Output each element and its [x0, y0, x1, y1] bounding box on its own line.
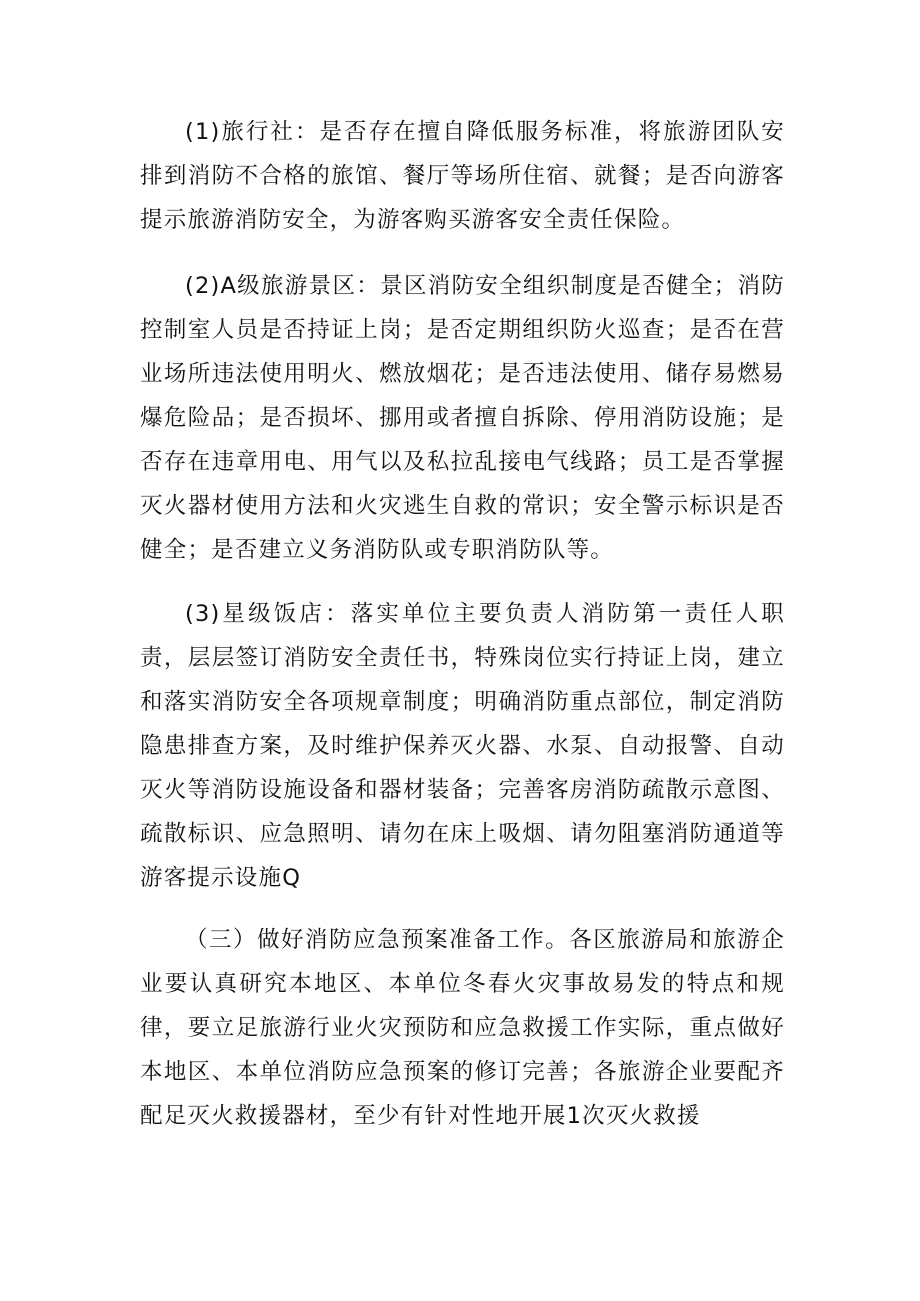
paragraph-star-rated-hotel: (3)星级饭店：落实单位主要负责人消防第一责任人职责，层层签订消防安全责任书，特殊岗位实行持证上岗，建立和落实消防安全各项规章制度；明确消防重点部位，制定消防隐患排查方案，及时维护保养灭火器、水泵、自动报警、自动灭火等消防设施设备和器材装备；完善客房消防疏散示意图、疏散标识、应急照明、请勿在床上吸烟、请勿阻塞消防通道等游客提示设施Q — [140, 601, 785, 891]
paragraph-travel-agency: (1)旅行社：是否存在擅自降低服务标准，将旅游团队安排到消防不合格的旅馆、餐厅等场所住宿、就餐；是否向游客提示旅游消防安全，为游客购买游客安全责任保险。 — [140, 119, 785, 233]
paragraph-a-level-scenic-area: (2)A级旅游景区：景区消防安全组织制度是否健全；消防控制室人员是否持证上岗；是否定期组织防火巡查；是否在营业场所违法使用明火、燃放烟花；是否违法使用、储存易燃易爆危险品；是否损坏、挪用或者擅自拆除、停用消防设施；是否存在违章用电、用气以及私拉乱接电气线路；员工是否掌握灭火器材使用方法和火灾逃生自救的常识；安全警示标识是否健全；是否建立义务消防队或专职消防队等。 — [140, 273, 785, 563]
paragraph-emergency-plan: （三）做好消防应急预案准备工作。各区旅游局和旅游企业要认真研究本地区、本单位冬春火灾事故易发的特点和规律，要立足旅游行业火灾预防和应急救援工作实际，重点做好本地区、本单位消防应急预案的修订完善；各旅游企业要配齐配足灭火救援器材，至少有针对性地开展1次灭火救援 — [140, 927, 785, 1129]
